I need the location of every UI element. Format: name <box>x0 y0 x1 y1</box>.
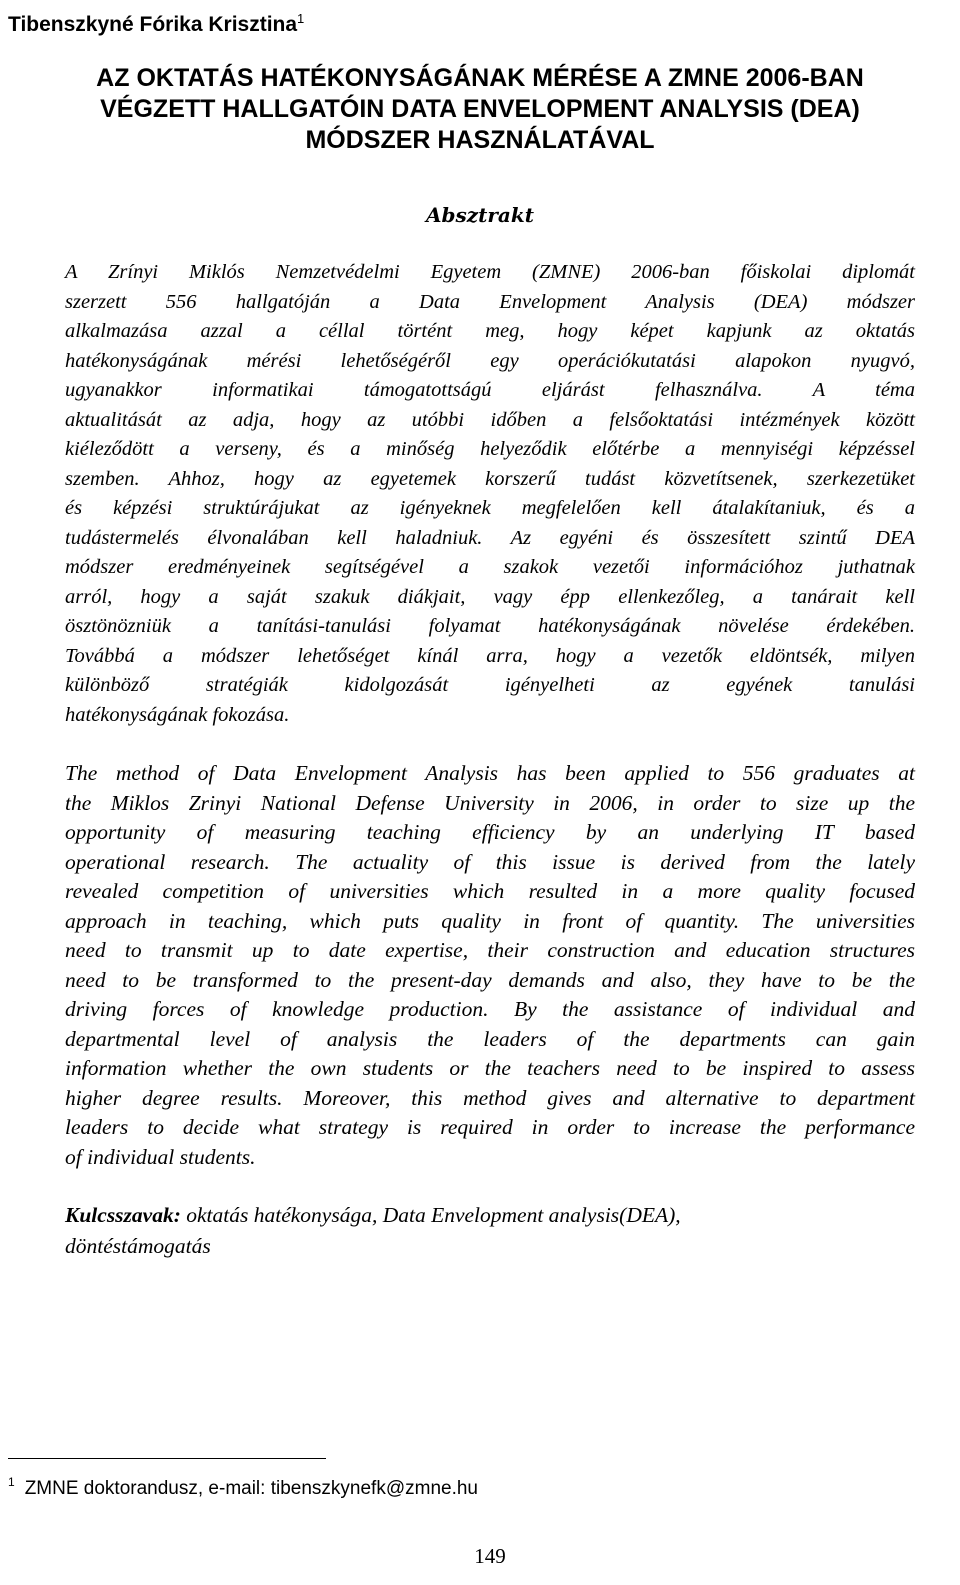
abstract-heading: Absztrakt <box>426 203 534 227</box>
abstract-en-line: operational research. The actuality of this issue is derived from the lately <box>65 849 915 874</box>
abstract-en-line: The method of Data Envelopment Analysis has been applied to 556 graduates at <box>65 761 915 785</box>
abstract-en-line: of individual students. <box>65 1144 256 1169</box>
abstract-en-line: opportunity of measuring teaching efficiency by an underlying IT based <box>65 820 915 844</box>
author-footnote-mark: 1 <box>297 11 305 26</box>
abstract-hu-line: arról, hogy a saját szakuk diákjait, vagy épp ellenkezőleg, a tanárait kell <box>65 585 915 608</box>
keywords-text: oktatás hatékonysága, Data Envelopment analysis(DEA), <box>186 1203 681 1227</box>
abstract-en-line: departmental level of analysis the leaders of the departments can gain <box>65 1026 915 1051</box>
keywords-text-continued: döntéstámogatás <box>65 1234 211 1258</box>
author-name-text: Tibenszkyné Fórika Krisztina <box>8 13 298 36</box>
abstract-hu-line: szerzett 556 hallgatóján a Data Envelopment Analysis (DEA) módszer <box>65 290 915 313</box>
footnote <box>8 1470 478 1501</box>
abstract-hu-line: hatékonyságának fokozása. <box>65 703 290 726</box>
abstract-en-line: revealed competition of universities which resulted in a more quality focused <box>65 879 915 903</box>
abstract-en-line: leaders to decide what strategy is required in order to increase the performance <box>65 1115 915 1139</box>
abstract-en-line: need to transmit up to date expertise, their construction and education structures <box>65 938 915 962</box>
footnote-divider <box>8 1458 326 1459</box>
abstract-hu-line: módszer eredményeinek segítségével a szakok vezetői információhoz juthatnak <box>65 556 915 578</box>
abstract-en-line: driving forces of knowledge production. By the assistance of individual and <box>65 997 915 1021</box>
paper-title <box>20 63 940 156</box>
abstract-hu-line: és képzési struktúrájukat az igényeknek megfelelően kell átalakítaniuk, és a <box>65 497 915 519</box>
abstract-hu-line: Továbbá a módszer lehetőséget kínál arra, hogy a vezetők eldöntsék, milyen <box>65 644 915 667</box>
abstract-hu-line: ugyanakkor informatikai támogatottságú eljárást felhasználva. A téma <box>65 379 915 401</box>
abstract-hu-line: ösztönözniük a tanítási-tanulási folyamat hatékonyságának növelése érdekében. <box>65 615 915 637</box>
title-line: MÓDSZER HASZNÁLATÁVAL <box>305 126 655 154</box>
abstract-hu-line: A Zrínyi Miklós Nemzetvédelmi Egyetem (ZMNE) 2006-ban főiskolai diplomát <box>65 261 915 283</box>
page-number: 149 <box>474 1544 506 1568</box>
abstract-hungarian <box>65 258 915 730</box>
author-name <box>8 6 304 38</box>
abstract-en-line: the Miklos Zrinyi National Defense University in 2006, in order to size up the <box>65 790 915 815</box>
keywords <box>65 1200 915 1262</box>
abstract-hu-line: aktualitását az adja, hogy az utóbbi időben a felsőoktatási intézmények között <box>65 408 915 431</box>
footnote-mark: 1 <box>8 1475 15 1489</box>
abstract-hu-line: kiéleződött a verseny, és a minőség helyeződik előtérbe a mennyiségi képzéssel <box>65 438 915 460</box>
title-line: AZ OKTATÁS HATÉKONYSÁGÁNAK MÉRÉSE A ZMNE 2006-BAN <box>96 64 864 92</box>
footnote-text: ZMNE doktorandusz, e-mail: tibenszkynefk@zmne.hu <box>24 1478 478 1499</box>
abstract-hu-line: hatékonyságának mérési lehetőségéről egy operációkutatási alapokon nyugvó, <box>65 349 915 372</box>
keywords-label: Kulcsszavak: <box>65 1203 181 1227</box>
title-line: VÉGZETT HALLGATÓIN DATA ENVELOPMENT ANALYSIS (DEA) <box>100 95 860 123</box>
abstract-en-line: higher degree results. Moreover, this method gives and alternative to department <box>65 1085 915 1110</box>
abstract-hu-line: tudástermelés élvonalában kell haladniuk. Az egyéni és összesített szintű DEA <box>65 526 915 549</box>
abstract-hu-line: alkalmazása azzal a céllal történt meg, hogy képet kapjunk az oktatás <box>65 320 915 342</box>
abstract-hu-line: különböző stratégiák kidolgozását igényelheti az egyének tanulási <box>65 674 915 696</box>
abstract-hu-line: szemben. Ahhoz, hogy az egyetemek korszerű tudást közvetítsenek, szerkezetüket <box>65 467 915 490</box>
abstract-english <box>65 759 915 1172</box>
abstract-en-line: approach in teaching, which puts quality in front of quantity. The universities <box>65 908 915 933</box>
abstract-en-line: need to be transformed to the present-day demands and also, they have to be the <box>65 967 915 992</box>
abstract-en-line: information whether the own students or the teachers need to be inspired to assess <box>65 1056 915 1080</box>
